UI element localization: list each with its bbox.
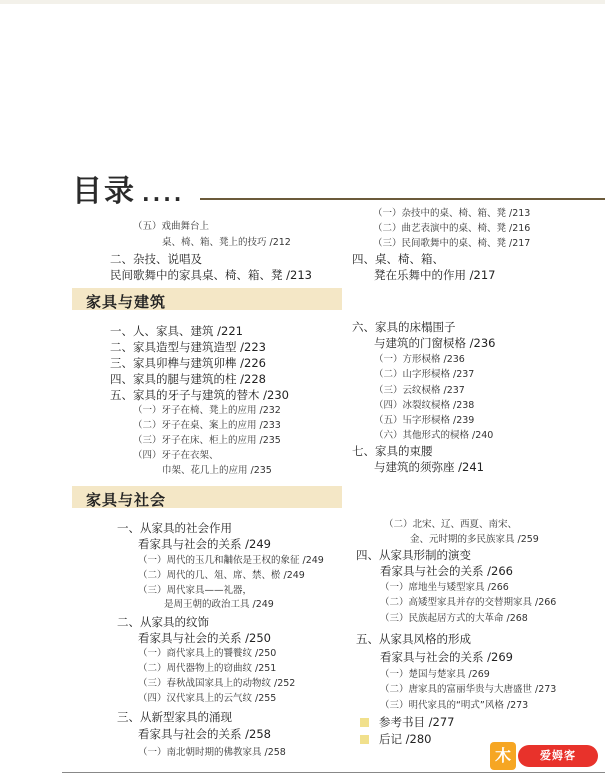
logo-badge: 木 — [490, 742, 516, 770]
toc-entry: 五、家具的牙子与建筑的替木 /230 — [110, 388, 289, 402]
toc-entry: （三）云纹棂格 /237 — [374, 385, 465, 396]
toc-entry: （二）山字形棂格 /237 — [374, 369, 475, 380]
toc-appendix-entry — [360, 717, 454, 729]
toc-entry: 看家具与社会的关系 /266 — [380, 564, 513, 578]
top-edge — [0, 0, 605, 4]
section-header-architecture: 家具与建筑 — [72, 288, 342, 310]
toc-entry: （五）卐字形棂格 /239 — [374, 415, 475, 426]
toc-entry: 看家具与社会的关系 /249 — [138, 537, 271, 551]
toc-entry: 金、元时期的多民族家具 /259 — [410, 534, 539, 545]
toc-entry: （三）春秋战国家具上的动物纹 /252 — [138, 678, 296, 689]
toc-entry: 一、从家具的社会作用 — [117, 521, 232, 535]
toc-entry: （二）唐家具的富丽华贵与大唐盛世 /273 — [380, 684, 557, 695]
toc-entry: 二、从家具的纹饰 — [117, 615, 209, 629]
toc-entry: 与建筑的门窗棂格 /236 — [374, 336, 496, 350]
toc-entry: （四）牙子在衣架、 — [133, 450, 219, 461]
toc-entry: （六）其他形式的棂格 /240 — [374, 430, 494, 441]
section-header-society: 家具与社会 — [72, 486, 342, 508]
toc-entry: 四、家具的腿与建筑的柱 /228 — [110, 372, 266, 386]
toc-entry: （一）牙子在椅、凳上的应用 /232 — [133, 405, 281, 416]
bottom-rule — [62, 772, 605, 773]
logo-text: 爱姆客 — [518, 745, 598, 767]
toc-entry: （二）曲艺表演中的桌、椅、凳 /216 — [373, 223, 531, 234]
toc-entry: （三）牙子在床、柜上的应用 /235 — [133, 435, 281, 446]
toc-entry: 三、家具卯榫与建筑卯榫 /226 — [110, 356, 266, 370]
page-title: 目录 .... — [72, 174, 185, 209]
toc-entry: 看家具与社会的关系 /269 — [380, 650, 513, 664]
toc-entry: 四、从家具形制的演变 — [356, 548, 471, 562]
toc-appendix-label: 后记 /280 — [379, 732, 432, 746]
toc-entry: （一）席地坐与矮型家具 /266 — [380, 582, 509, 593]
toc-entry: （一）商代家具上的饕餮纹 /250 — [138, 648, 277, 659]
title-rule — [200, 198, 605, 200]
toc-entry: 桌、椅、箱、凳上的技巧 /212 — [162, 237, 291, 248]
toc-entry: 凳在乐舞中的作用 /217 — [374, 268, 496, 282]
toc-entry: （三）民间歌舞中的桌、椅、凳 /217 — [373, 238, 531, 249]
toc-entry: （二）周代器物上的窃曲纹 /251 — [138, 663, 277, 674]
toc-entry: （一）周代的玉几和黼依是王权的象征 /249 — [138, 555, 324, 566]
toc-entry: （三）明代家具的“明式”风格 /273 — [380, 700, 529, 711]
toc-entry: （四）冰裂纹棂格 /238 — [374, 400, 475, 411]
toc-appendix-label: 参考书目 /277 — [379, 715, 455, 729]
toc-entry: 二、家具造型与建筑造型 /223 — [110, 340, 266, 354]
bullet-square-icon — [360, 718, 369, 727]
toc-entry: 是周王朝的政治工具 /249 — [164, 599, 274, 610]
toc-entry: （三）周代家具——礼器， — [138, 585, 253, 596]
toc-entry: 二、杂技、说唱及 — [110, 252, 202, 266]
toc-entry: （二）北宋、辽、西夏、南宋、 — [384, 519, 518, 530]
toc-entry: （一）南北朝时期的佛教家具 /258 — [138, 747, 286, 758]
toc-entry: 看家具与社会的关系 /258 — [138, 727, 271, 741]
toc-entry: 三、从新型家具的涌现 — [117, 710, 232, 724]
toc-entry: 与建筑的须弥座 /241 — [374, 460, 484, 474]
bullet-square-icon — [360, 735, 369, 744]
toc-entry: （一）楚国与楚家具 /269 — [380, 669, 490, 680]
toc-entry: 六、家具的床榻围子 — [352, 320, 456, 334]
toc-entry: （一）杂技中的桌、椅、箱、凳 /213 — [373, 208, 531, 219]
toc-entry: （二）周代的几、俎、席、禁、棜 /249 — [138, 570, 305, 581]
toc-entry: （五）戏曲舞台上 — [133, 221, 210, 232]
toc-entry: （一）方形棂格 /236 — [374, 354, 465, 365]
toc-entry: （四）汉代家具上的云气纹 /255 — [138, 693, 277, 704]
toc-entry: 看家具与社会的关系 /250 — [138, 631, 271, 645]
toc-entry: 一、人、家具、建筑 /221 — [110, 324, 243, 338]
toc-entry: 四、桌、椅、箱、 — [352, 252, 444, 266]
toc-entry: 五、从家具风格的形成 — [356, 632, 471, 646]
toc-entry: 巾架、花几上的应用 /235 — [162, 465, 272, 476]
toc-entry: 民间歌舞中的家具桌、椅、箱、凳 /213 — [110, 268, 312, 282]
watermark-logo — [490, 742, 600, 770]
toc-entry: （三）民族起居方式的大革命 /268 — [380, 613, 528, 624]
toc-entry: （二）高矮型家具并存的交替期家具 /266 — [380, 597, 557, 608]
toc-entry: （二）牙子在桌、案上的应用 /233 — [133, 420, 281, 431]
toc-entry: 七、家具的束腰 — [352, 444, 433, 458]
toc-appendix-entry — [360, 734, 431, 746]
